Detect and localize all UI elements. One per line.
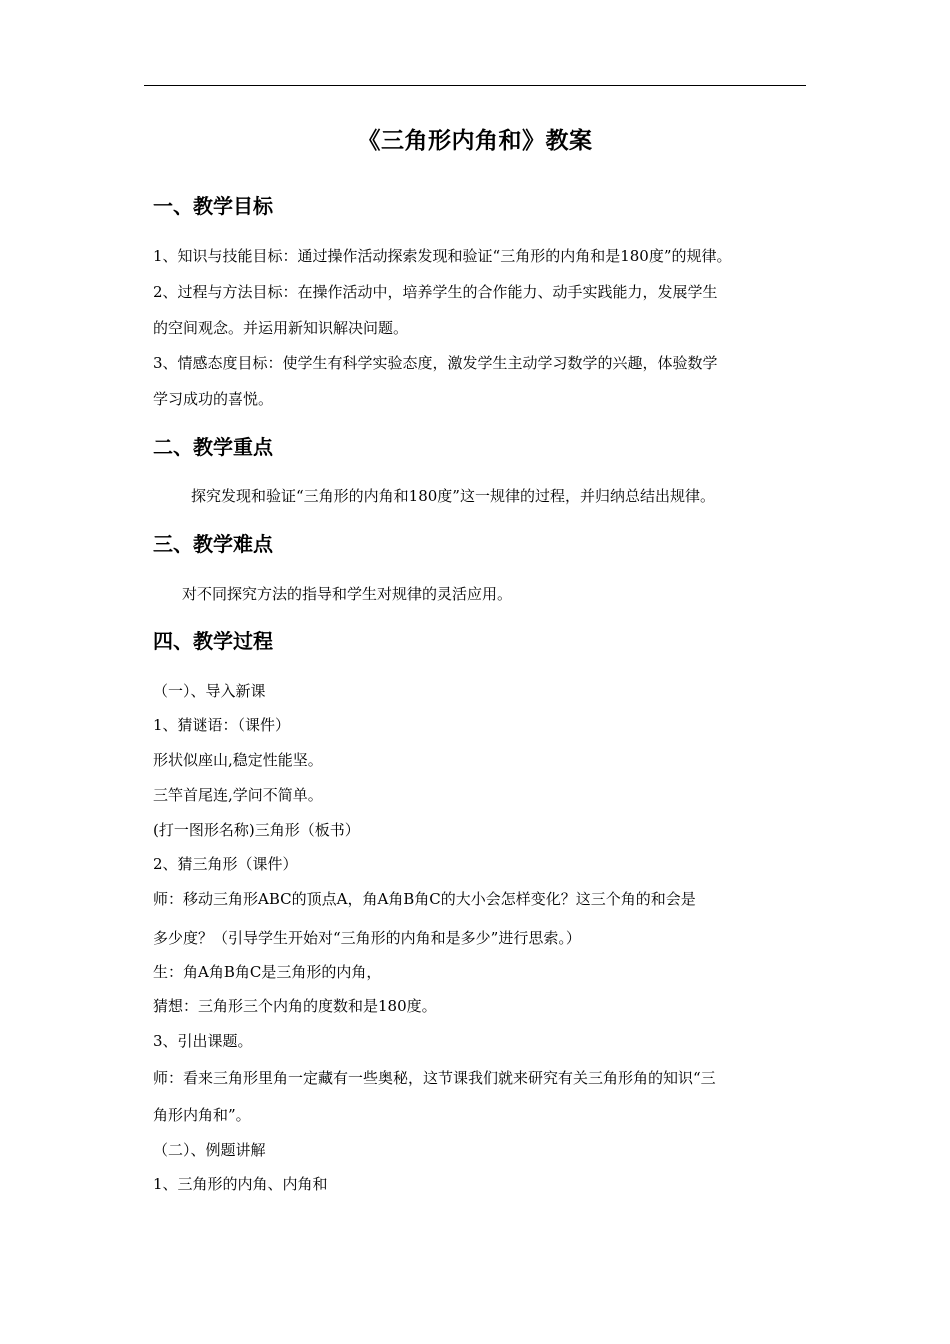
paragraph-line: 师：移动三角形ABC的顶点A，角A角B角C的大小会怎样变化？这三个角的和会是 — [153, 890, 696, 908]
paragraph-line: 生：角A角B角C是三角形的内角， — [153, 963, 382, 981]
subsection-heading: （一）、导入新课 — [153, 682, 266, 700]
paragraph-line: 2、过程与方法目标：在操作活动中，培养学生的合作能力、动手实践能力，发展学生 — [153, 283, 718, 301]
document-title: 《三角形内角和》教案 — [357, 128, 593, 154]
paragraph-line: 1、三角形的内角、内角和 — [153, 1175, 328, 1193]
paragraph-line: 1、知识与技能目标：通过操作活动探索发现和验证“三角形的内角和是180度”的规律。 — [153, 247, 732, 265]
section-heading-objectives: 一、教学目标 — [153, 194, 273, 218]
paragraph-line: (打一图形名称)三角形（板书） — [153, 821, 360, 839]
paragraph-line: 学习成功的喜悦。 — [153, 390, 274, 408]
paragraph-line: 猜想：三角形三个内角的度数和是180度。 — [153, 997, 437, 1015]
paragraph-line: 探究发现和验证“三角形的内角和180度”这一规律的过程，并归纳总结出规律。 — [191, 487, 715, 505]
section-heading-key-points: 二、教学重点 — [153, 435, 273, 459]
subsection-heading: （二）、例题讲解 — [153, 1141, 266, 1159]
paragraph-line: 三竿首尾连,学问不简单。 — [153, 786, 323, 804]
paragraph-line: 角形内角和”。 — [153, 1106, 251, 1124]
section-heading-difficulties: 三、教学难点 — [153, 532, 273, 556]
paragraph-line: 的空间观念。并运用新知识解决问题。 — [153, 319, 409, 337]
header-rule — [144, 85, 806, 86]
paragraph-line: 2、猜三角形（课件） — [153, 855, 298, 873]
paragraph-line: 多少度？（引导学生开始对“三角形的内角和是多少”进行思索。） — [153, 929, 581, 947]
paragraph-line: 3、引出课题。 — [153, 1032, 253, 1050]
paragraph-line: 对不同探究方法的指导和学生对规律的灵活应用。 — [182, 585, 513, 603]
paragraph-line: 师：看来三角形里角一定藏有一些奥秘，这节课我们就来研究有关三角形角的知识“三 — [153, 1069, 716, 1087]
paragraph-line: 3、情感态度目标：使学生有科学实验态度，激发学生主动学习数学的兴趣，体验数学 — [153, 354, 718, 372]
paragraph-line: 1、猜谜语：（课件） — [153, 716, 291, 734]
paragraph-line: 形状似座山,稳定性能坚。 — [153, 751, 323, 769]
section-heading-process: 四、教学过程 — [153, 629, 273, 653]
